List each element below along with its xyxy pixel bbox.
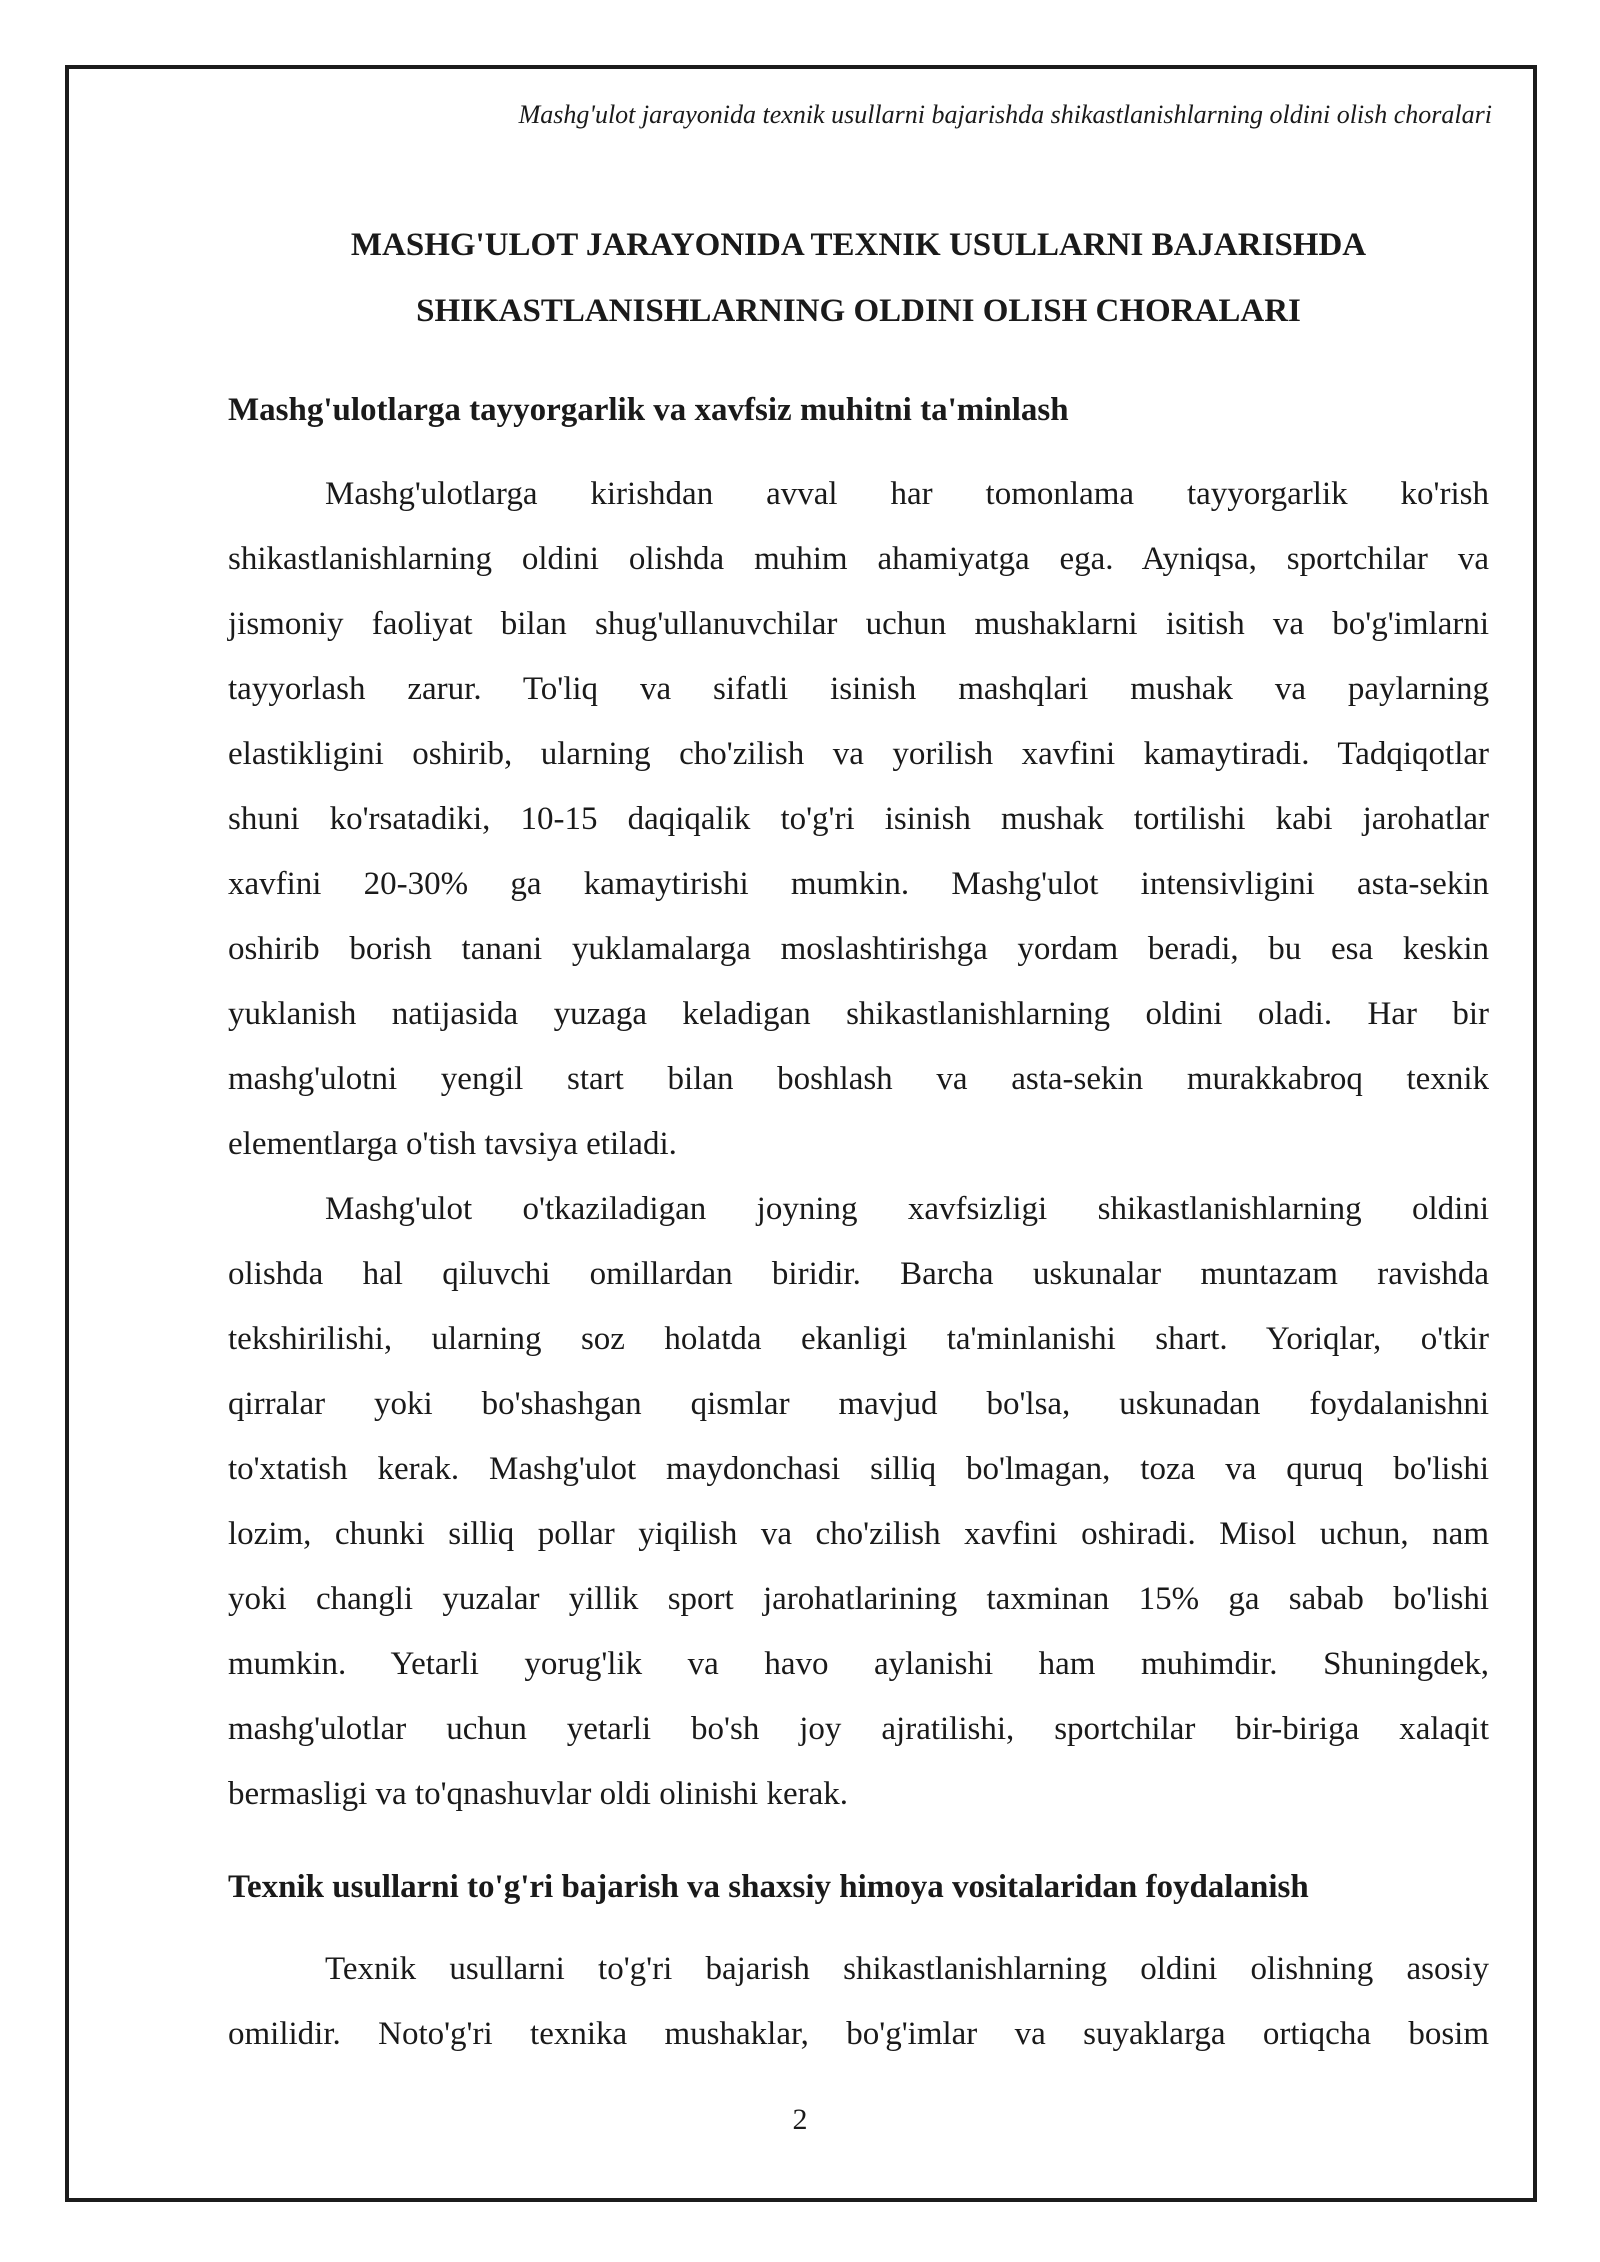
paragraph-line: yoki changli yuzalar yillik sport jarohatlarining taxminan 15% ga sabab bo'lishi	[228, 1581, 1489, 1617]
paragraph-line: shuni ko'rsatadiki, 10-15 daqiqalik to'g'ri isinish mushak tortilishi kabi jarohatlar	[228, 801, 1489, 837]
paragraph-line: oshirib borish tanani yuklamalarga moslashtirishga yordam beradi, bu esa keskin	[228, 931, 1489, 967]
paragraph-line: elementlarga o'tish tavsiya etiladi.	[228, 1126, 677, 1162]
paragraph-line: shikastlanishlarning oldini olishda muhim ahamiyatga ega. Ayniqsa, sportchilar va	[228, 541, 1489, 577]
paragraph-line: tayyorlash zarur. To'liq va sifatli isinish mashqlari mushak va paylarning	[228, 671, 1489, 707]
page-number: 2	[792, 2103, 808, 2136]
document-title-line-2: SHIKASTLANISHLARNING OLDINI OLISH CHORALARI	[416, 293, 1301, 329]
paragraph-line: olishda hal qiluvchi omillardan biridir. Barcha uskunalar muntazam ravishda	[228, 1256, 1489, 1292]
paragraph-line: xavfini 20-30% ga kamaytirishi mumkin. Mashg'ulot intensivligini asta-sekin	[228, 866, 1489, 902]
paragraph-line: jismoniy faoliyat bilan shug'ullanuvchilar uchun mushaklarni isitish va bo'g'imlarni	[228, 606, 1489, 642]
paragraph-line: Texnik usullarni to'g'ri bajarish shikastlanishlarning oldini olishning asosiy	[325, 1951, 1489, 1987]
section-heading-preparation: Mashg'ulotlarga tayyorgarlik va xavfsiz muhitni ta'minlash	[228, 392, 1069, 428]
paragraph-line: omilidir. Noto'g'ri texnika mushaklar, bo'g'imlar va suyaklarga ortiqcha bosim	[228, 2016, 1489, 2052]
paragraph-correct-technique	[228, 1937, 1489, 2067]
paragraph-line: qirralar yoki bo'shashgan qismlar mavjud bo'lsa, uskunadan foydalanishni	[228, 1386, 1489, 1422]
paragraph-line: to'xtatish kerak. Mashg'ulot maydonchasi silliq bo'lmagan, toza va quruq bo'lishi	[228, 1451, 1489, 1487]
section-heading-technique: Texnik usullarni to'g'ri bajarish va shaxsiy himoya vositalaridan foydalanish	[228, 1869, 1309, 1905]
paragraph-workplace-safety	[228, 1177, 1489, 1827]
paragraph-line: tekshirilishi, ularning soz holatda ekanligi ta'minlanishi shart. Yoriqlar, o'tkir	[228, 1321, 1489, 1357]
paragraph-line: mumkin. Yetarli yorug'lik va havo aylanishi ham muhimdir. Shuningdek,	[228, 1646, 1489, 1682]
running-header: Mashg'ulot jarayonida texnik usullarni bajarishda shikastlanishlarning oldini olish choralari	[518, 100, 1492, 129]
paragraph-line: mashg'ulotni yengil start bilan boshlash va asta-sekin murakkabroq texnik	[228, 1061, 1489, 1097]
paragraph-line: bermasligi va to'qnashuvlar oldi olinishi kerak.	[228, 1776, 848, 1812]
paragraph-line: elastikligini oshirib, ularning cho'zilish va yorilish xavfini kamaytiradi. Tadqiqotlar	[228, 736, 1489, 772]
paragraph-line: Mashg'ulotlarga kirishdan avval har tomonlama tayyorgarlik ko'rish	[325, 476, 1489, 512]
paragraph-line: mashg'ulotlar uchun yetarli bo'sh joy ajratilishi, sportchilar bir-biriga xalaqit	[228, 1711, 1489, 1747]
paragraph-line: Mashg'ulot o'tkaziladigan joyning xavfsizligi shikastlanishlarning oldini	[325, 1191, 1489, 1227]
document-title-line-1: MASHG'ULOT JARAYONIDA TEXNIK USULLARNI BAJARISHDA	[350, 227, 1367, 263]
paragraph-line: yuklanish natijasida yuzaga keladigan shikastlanishlarning oldini oladi. Har bir	[228, 996, 1489, 1032]
document-title	[228, 212, 1489, 344]
paragraph-line: lozim, chunki silliq pollar yiqilish va cho'zilish xavfini oshiradi. Misol uchun, nam	[228, 1516, 1489, 1552]
paragraph-warmup	[228, 462, 1489, 1177]
